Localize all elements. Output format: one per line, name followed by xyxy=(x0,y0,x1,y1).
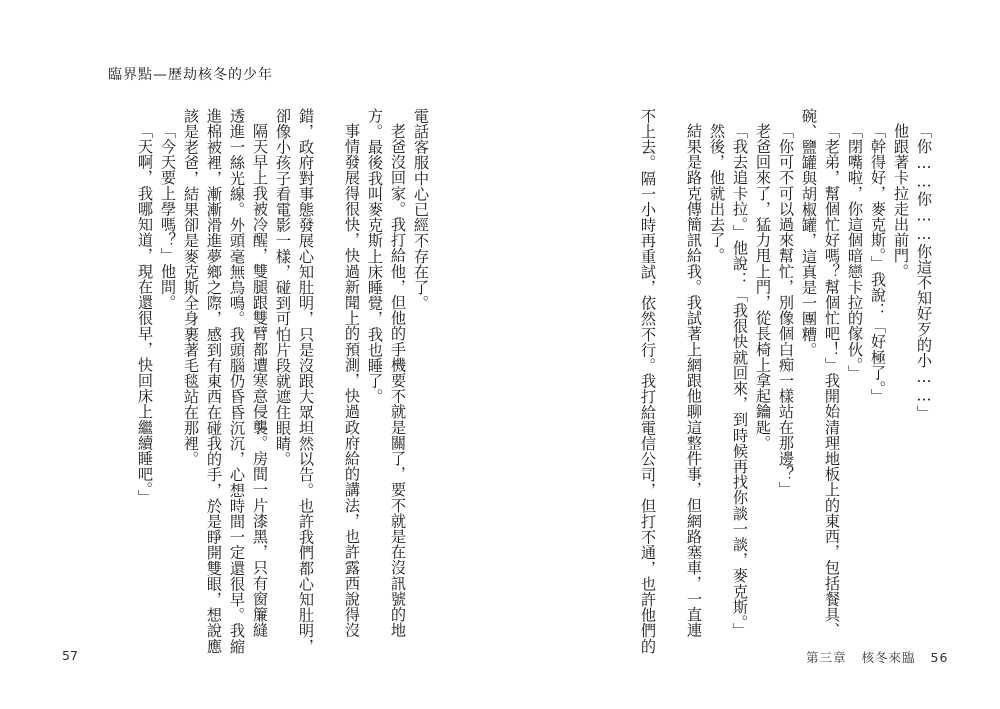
text-line: 方。最後我叫麥克斯上床睡覺，我也睡了。 xyxy=(366,108,384,405)
right-page xyxy=(500,0,1000,709)
page-number: 57 xyxy=(62,648,78,663)
page-number: 56 xyxy=(930,650,949,665)
footer xyxy=(806,648,948,666)
right-page-body-text xyxy=(580,108,935,654)
text-line: 錯，政府對事態發展心知肚明，只是沒跟大眾坦然以告。也許我們都心知肚明， xyxy=(297,108,315,654)
text-line: 隔天早上我被冷醒，雙腿跟雙臂都遭寒意侵襲。房間一片漆黑，只有窗簾縫 xyxy=(251,123,269,638)
chapter-label: 第三章 xyxy=(806,650,847,665)
text-line: 「幹得好，麥克斯。」我說：「好極了。」 xyxy=(869,123,887,405)
text-line: 「今天要上學嗎？」他問。 xyxy=(159,123,177,311)
text-line: 然後，他就出去了。 xyxy=(708,123,726,264)
text-line: 「老弟，幫個忙好嗎？幫個忙吧！」我開始清理地板上的東西，包括餐具、 xyxy=(823,123,841,638)
text-line: 「你可不可以過來幫忙，別像個白痴一樣站在那邊？」 xyxy=(777,123,795,498)
text-line: 老爸回來了，猛力甩上門，從長椅上拿起鑰匙。 xyxy=(754,123,772,451)
text-line: 「天啊，我哪知道，現在還很早，快回床上繼續睡吧。」 xyxy=(136,123,154,506)
text-line: 電話客服中心已經不存在了。 xyxy=(412,108,430,311)
text-line: 該是老爸，結果卻是麥克斯全身裹著毛毯站在那裡。 xyxy=(182,108,200,467)
text-line: 「閉嘴啦，你這個暗戀卡拉的傢伙。」 xyxy=(846,123,864,381)
text-line: 進棉被裡，漸漸滑進夢鄉之際，感到有東西在碰我的手，於是睜開雙眼，想說應 xyxy=(205,108,223,654)
text-line: 卻像小孩子看電影一樣，碰到可怕片段就遮住眼睛。 xyxy=(274,108,292,467)
text-line: 透進一絲光線。外頭毫無鳥鳴。我頭腦仍昏昏沉沉，心想時間一定還很早。我縮 xyxy=(228,108,246,654)
text-line: 不上去。隔一小時再重試，依然不行。我打給電信公司，但打不通，也許他們的 xyxy=(639,108,657,654)
chapter-title: 核冬來臨 xyxy=(861,650,916,665)
text-line: 「我去追卡拉。」他說：「我很快就回來，到時候再找你談一談，麥克斯。」 xyxy=(731,123,749,639)
text-line: 結果是路克傳簡訊給我。我試著上網跟他聊這整件事，但網路塞車，一直連 xyxy=(685,123,703,638)
text-line: 「你……你……你這不知好歹的小……」 xyxy=(915,123,933,421)
text-line: 老爸沒回家。我打給他，但他的手機要不就是關了，要不就是在沒訊號的地 xyxy=(389,123,407,638)
running-head: 臨界點—歷劫核冬的少年 xyxy=(108,67,273,83)
text-line: 碗、鹽罐與胡椒罐，這真是一團糟。 xyxy=(800,108,818,358)
text-line: 事情發展得很快，快過新聞上的預測，快過政府給的講法，也許露西說得沒 xyxy=(343,123,361,638)
text-line: 他跟著卡拉走出前門。 xyxy=(892,123,910,280)
left-page-body-text xyxy=(62,108,432,654)
